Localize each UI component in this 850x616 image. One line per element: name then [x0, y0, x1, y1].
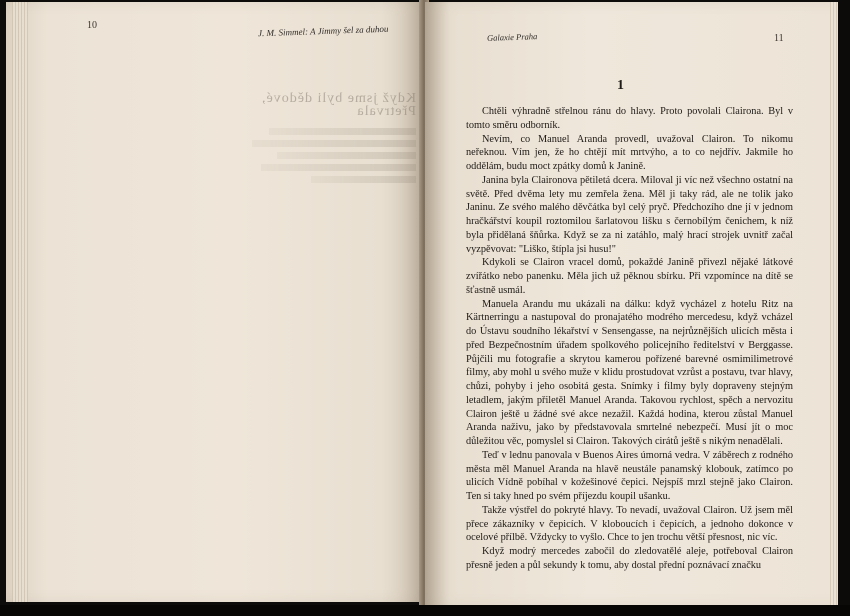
chapter-body	[466, 105, 793, 573]
page-edges	[830, 2, 838, 606]
background-edge	[838, 0, 850, 616]
right-running-head: Galaxie Praha	[486, 31, 538, 43]
bleed-through-line	[252, 140, 416, 147]
right-page-number: 11	[774, 33, 784, 44]
paragraph: Janina byla Claironova pětiletá dcera. Miloval ji víc než všechno ostatní na světě. Před dvěma lety mu zemřela žena. Měl ji taky rád, ale ne tolik jako Janinu. Ze svého malého děvčátka byl celý pryč. Předchozího dne jí v jednom hračkářství koupil roztomilou šarlatovou lišku s černobílým čenichem, k níž byla přidělaná šňůrka. Když se za ni zatáhlo, malý hrací strojek uvnitř začal vyzpěvovat: "Liško, štípla jsi husu!"	[466, 174, 793, 255]
paragraph: Teď v lednu panovala v Buenos Aires úmorná vedra. V záběrech z rodného města měl Manuel Aranda na hlavě neustále panamský klobouk, zatímco po ulicích Vídně pobíhal v kožešinové čepici. Nejspíš mrzl stejně jako Clairon. Ten si taky hned po svém příjezdu koupil ušanku.	[466, 449, 793, 502]
bleed-through-line	[277, 152, 416, 159]
bleed-through-line	[261, 164, 416, 171]
paragraph: Když modrý mercedes zabočil do zledovatělé aleje, potřeboval Clairon přesně jeden a půl sekundy k tomu, aby dostal přední poznávací značku	[466, 546, 793, 571]
paragraph: Takže výstřel do pokryté hlavy. To nevadí, uvažoval Clairon. Už jsem měl přece zákazníky v čepicích. V kloboucích i čepicích, a jednoho dokonce v ocelové přílbě. Vždycky to vyšlo. Chce to jen trochu větší přesnost, nic víc.	[466, 504, 793, 544]
bleed-through-text	[206, 92, 416, 188]
background-edge	[0, 605, 850, 616]
bleed-through-title: Když jsme byli dědové, Přetrvala	[261, 91, 416, 119]
page-edges	[12, 2, 28, 602]
bleed-through-line	[269, 128, 416, 135]
left-page	[6, 2, 423, 602]
chapter-number: 1	[617, 78, 624, 93]
bleed-through-line	[311, 176, 416, 183]
paragraph: Kdykoli se Clairon vracel domů, pokaždé Janině přivezl nějaké látkové zvířátko nebo panenku. Měla jich už pěknou sbírku. Při vzpomínce na dítě se šťastně usmál.	[466, 257, 793, 296]
paragraph: Manuela Arandu mu ukázali na dálku: když vycházel z hotelu Ritz na Kärtnerringu a nastupoval do pronajatého modrého mercedesu, když vcházel do Ústavu soudního lékařství v Sensengasse, na nejrůznějších ulicích města i před Bezpečnostním úřadem spolkového policejního ředitelství v Berggasse. Půjčili mu fotografie a skrytou kamerou pořízené barevné osmimilimetrové filmy, aby mohl u svého muže v klidu prostudovat vzrůst a postavu, tvar hlavy, chůzi, pohyby i jeho osobitá gesta. Snímky i filmy byly dopraveny stejným letadlem, jakým přiletěl Manuel Aranda. Takovou rychlost, spěch a nervozitu Clairon ještě u žádné své akce nezažil. Každá hodina, kterou zůstal Manuel Aranda naživu, jako by představovala smrtelné nebezpečí. Musí jít o moc důležitou věc, pomyslel si Clairon. Takových cirátů ještě s nikým nenadělali.	[466, 298, 793, 447]
paragraph: Chtěli výhradně střelnou ránu do hlavy. Proto povolali Clairona. Byl v tomto směru odborník.	[466, 106, 793, 131]
paragraph: Nevím, co Manuel Aranda provedl, uvažoval Clairon. To nikomu neřeknou. Vím jen, že ho chtějí mít mrtvýho, a to co nejdřív. Jakmile ho oddělám, budu moct zpátky domů k Janině.	[466, 133, 793, 172]
left-running-head: J. M. Simmel: A Jimmy šel za duhou	[257, 23, 389, 39]
left-page-number: 10	[87, 20, 97, 31]
